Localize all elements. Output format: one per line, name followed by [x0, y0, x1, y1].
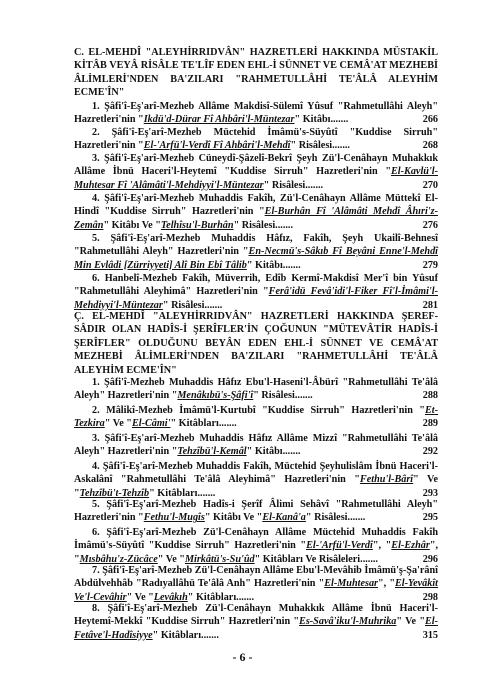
work-title: En-Necmü's-Sâkıb Fî Beyâni Enne'l-Mehdî Min Evlâdi [Zürriyyeti] Alî Bin Ebî Tâlib	[74, 246, 438, 271]
entry-number: 4.	[92, 461, 103, 472]
work-title: Telhîsu'l-Burhân	[160, 219, 234, 231]
work-title: El-'Arfü'l-Verdî Fî Ahbâri'l-Mehdî	[143, 140, 291, 152]
work-title: Mısbâhu'z-Zücâce	[79, 553, 158, 565]
entry-number: 5.	[92, 233, 111, 244]
entry-page-number: 296	[422, 553, 438, 565]
entry-text: " Risâlesi	[162, 299, 205, 311]
entry-text: ", "	[378, 578, 395, 590]
entry-text: " Kitâbları	[152, 629, 202, 641]
entry-page-number: 268	[422, 140, 438, 152]
entry-page-number: 281	[422, 299, 438, 311]
section-cc-entry	[74, 376, 438, 403]
entry-page-number: 276	[422, 219, 438, 231]
entry-text: " Ve "	[157, 553, 185, 565]
entry-text: " Kitâbı	[294, 114, 331, 126]
work-title: Ikdü'd-Dürar Fî Ahbâri'l-Müntezar	[143, 114, 295, 126]
leader-dots: .......	[236, 591, 254, 603]
work-title: El-Fetâve'l-Hadîsiyye	[74, 616, 439, 641]
entry-text: " Risâlesi	[233, 219, 276, 231]
entry-text: Hanbelî-Mezheb Fakîh, Müverrih, Edîb Kermî-Makdisî Mer'î bin Yûsuf "Rahmetullâhi Aleyhimâ" Hazretleri'nin "	[74, 273, 438, 298]
entry-number: 1.	[92, 377, 105, 388]
entry-text: " Risâlesi	[253, 390, 295, 402]
entry-text: " Kitâbı	[246, 446, 283, 458]
work-title: Mirkâtü's-Su'ûd	[184, 553, 255, 565]
leader-dots: .......	[204, 299, 223, 311]
entry-page-number: 279	[422, 259, 438, 271]
entry-text: " Kitâbları	[149, 487, 198, 499]
entry-text: Şâfi'î-Eş'arî-Mezheb Zü'l-Cenâhayn Allâme Müctehid Muhaddis Fakîh İmâmü's-Süyûtî "Kuddise Sirruh" Hazretleri'nin "	[74, 527, 439, 552]
section-c-heading: C. EL-MEHDÎ "ALEYHİRRIDVÂN" HAZRETLERİ HAKKINDA MÜSTAKİL KİTÂB VEYÂ RİSÂLE TE'LÎF EDEN EHL-İ SÜNNET VE CEMÂ'AT MEZHEBİ ÂLİMLERİ'NDEN BA'ZILARI "RAHMETULLÂHİ TE'ÂLÂ ALEYHİM ECME'ÎN"	[74, 47, 438, 99]
work-title: El-Burhân Fî 'Alâmâti Mehdî Âhıri'z-Zemân	[74, 206, 438, 231]
section-c-entry	[74, 272, 438, 312]
entry-page-number: 270	[422, 179, 438, 191]
entry-number: 2.	[92, 127, 112, 138]
entry-text: " Risâlesi	[263, 179, 306, 191]
leader-dots: .......	[330, 114, 349, 126]
work-title: Fethu'l-Bârî	[359, 474, 414, 486]
entry-number: 3.	[92, 433, 105, 444]
entry-text: " Kitâbları	[170, 418, 219, 430]
leader-dots: .......	[360, 553, 378, 565]
entry-page-number: 266	[422, 114, 438, 126]
leader-dots: .......	[218, 418, 237, 430]
entry-number: 3.	[92, 153, 105, 164]
work-title: El-Câmi'	[131, 418, 171, 430]
entry-page-number: 298	[422, 591, 438, 603]
work-title: El-'Arfü'l-Verdî	[306, 540, 373, 552]
entry-page-number: 289	[422, 418, 438, 430]
section-c-entry	[74, 100, 438, 127]
work-title: Tehzîbü'l-Kemâl	[177, 446, 247, 458]
entry-number: 1.	[92, 101, 105, 112]
entry-text: Şâfi'î-Mezheb Muhaddis Hâfız Ebu'l-Haseni'l-Âbürî "Rahmetullâhi Te'âlâ Aleyh" Hazretleri'nin "	[74, 377, 439, 402]
leader-dots: .......	[282, 446, 301, 458]
leader-dots: .......	[197, 487, 216, 499]
section-c-entry	[74, 126, 438, 153]
work-title: Fethu'l-Mugîs	[143, 512, 205, 524]
entry-text: " Kitâbı Ve "	[103, 219, 161, 231]
entry-text: " Risâlesi	[290, 140, 333, 152]
section-cc-entry	[74, 498, 438, 525]
work-title: Menâkıbü's-Şâfi'î	[177, 390, 254, 402]
work-title: El-Kanâ'a	[262, 512, 306, 524]
entry-page-number: 315	[422, 629, 438, 641]
entry-number: 2.	[92, 405, 107, 416]
entry-text: Şâfi'î-Eş'arî-Mezheb Muhaddis Hâfız Allâme Mizzî "Rahmetullâhi Te'âlâ Aleyh" Hazretleri'nin "	[74, 433, 438, 458]
entry-text: ", "	[372, 540, 392, 552]
entry-text: " Kitâbı	[246, 259, 283, 271]
entry-page-number: 288	[422, 390, 438, 402]
leader-dots: .......	[332, 140, 350, 152]
entry-page-number: 295	[422, 512, 438, 524]
work-title: Ferâ'idü Fevâ'idi'l-Fiker Fî'l-İmâmi'l-Mehdiyyi'l-Müntezar	[74, 286, 438, 311]
section-cc-entry	[74, 460, 438, 500]
entry-text: " Kitâbları Ve Risâleleri	[254, 553, 361, 565]
entry-number: 5.	[92, 499, 107, 510]
page-number: - 6 -	[232, 650, 253, 664]
section-cc-entry	[74, 404, 438, 431]
entry-text: Şâfi'î-Eş'arî-Mezheb Muhaddis Hâfız, Fakîh, Şeyh Ukailî-Behnesî "Rahmetullâhi Aleyh" Hazretleri'nin "	[74, 233, 438, 258]
entry-text: Şâfi'î-Eş'arî-Mezheb Cüneydî-Şâzelî-Bekrî Şeyh Zü'l-Cenâhayn Muhakkık Allâme İbnü Haceri'l-Heytemî "Kuddise Sirruh" Hazretleri'nin "	[74, 153, 438, 178]
section-cc-heading: Ç. EL-MEHDÎ "ALEYHİRRIDVÂN" HAZRETLERİ HAKKINDA ŞEREF-SÂDIR OLAN HADÎS-İ ŞERÎFLER'İN ÇOĞUNUN "MÜTEVÂTİR HADÎS-İ ŞERÎFLER" OLDUĞUNU BEYÂN EDEN EHL-İ SÜNNET VE CEMÂ'AT MEZHEBİ ÂLİMLERİ'NDEN BA'ZILARI "RAHMETULLÂHİ TE'ÂLÂ ALEYHİM ECME'ÎN"	[74, 311, 438, 376]
entry-number: 6.	[92, 527, 107, 538]
work-title: El-Yevâkît Ve'l-Cevâhir	[74, 578, 439, 603]
entry-text: ", "	[74, 540, 439, 565]
work-title: El-Ezhâr	[391, 540, 430, 552]
leader-dots: .......	[294, 390, 313, 402]
entry-text: Şâfi'î-Eş'arî-Mezheb Müctehid İmâmü's-Süyûtî "Kuddise Sirruh" Hazretleri'nin "	[74, 127, 438, 152]
leader-dots: .......	[275, 219, 293, 231]
section-cc-entry	[74, 526, 438, 566]
entry-text: " Ve "	[104, 418, 132, 430]
entry-page-number: 293	[422, 487, 438, 499]
entry-text: Şâfi'î-Eş'arî-Mezheb Zü'l-Cenâhayn Muhakkık Allâme İbnü Haceri'l-Heytemî-Mekkî "Kuddise Sirruh" Hazretleri'nin "	[74, 603, 438, 628]
entry-number: 6.	[92, 273, 105, 284]
entry-text: Şâfi'î-Eş'arî-Mezheb Allâme Makdisî-Sülemî Yûsuf "Rahmetullâhi Aleyh" Hazretleri'nin "	[74, 101, 438, 126]
entry-text: Şâfi'î-Eş'arî-Mezheb Zü'l-Cenâhayn Allâme Ebu'l-Mevâhib İmâmü'ş-Şa'rânî Abdülvehhâb "Radıyallâhü Te'âlâ Anh" Hazretleri'nin "	[74, 565, 438, 590]
entry-text: " Ve "	[396, 616, 425, 628]
entry-text: " Ve "	[74, 474, 438, 499]
section-c-entry	[74, 152, 438, 192]
work-title: Et-Tezkira	[74, 405, 438, 430]
entry-text: " Ve "	[126, 591, 154, 603]
section-c-entry	[74, 232, 438, 272]
leader-dots: .......	[282, 259, 301, 271]
work-title: Es-Savâ'iku'l-Muhrika	[299, 616, 397, 628]
work-title: Tehzîbü't-Tehzîb	[79, 487, 150, 499]
entry-number: 8.	[92, 603, 108, 614]
leader-dots: .......	[201, 629, 219, 641]
entry-number: 4.	[92, 193, 105, 204]
work-title: El-Kavlü'l-Muhtesar Fî 'Alâmâti'l-Mehdiyyi'l-Müntezar	[74, 166, 438, 191]
entry-text: Şâfi'î-Eş'arî-Mezheb Hadîs-i Şerîf Âlimi Sehâvî "Rahmetullâhi Aleyh" Hazretleri'nin "	[74, 499, 439, 524]
work-title: Levâkıh	[153, 591, 188, 603]
section-cc-entry	[74, 432, 438, 459]
leader-dots: .......	[305, 179, 324, 191]
entry-text: Şâfi'î-Eş'arî-Mezheb Muhaddis Fakîh, Zü'l-Cenâhayn Allâme Müttekî El-Hindî "Kuddise Sirruh" Hazretleri'nin "	[74, 193, 439, 218]
entry-text: Şâfi'î-Eş'arî-Mezheb Muhaddis Fakîh, Müctehid Şeyhulislâm İbnü Haceri'l-Askalânî "Rahmetullâhi Te'âlâ Aleyhimâ" Hazretleri'nin "	[74, 461, 438, 486]
entry-text: " Risâlesi	[305, 512, 348, 524]
entry-text: " Kitâbları	[187, 591, 237, 603]
section-c-entry	[74, 192, 438, 232]
entry-page-number: 292	[422, 446, 438, 458]
section-cc-entry	[74, 564, 438, 604]
leader-dots: .......	[347, 512, 366, 524]
entry-text: " Kitâbı Ve "	[204, 512, 263, 524]
work-title: El-Muhtesar	[324, 578, 379, 590]
section-cc-entry	[74, 602, 438, 642]
entry-number: 7.	[92, 565, 103, 576]
entry-text: Mâlikî-Mezheb İmâmü'l-Kurtubî "Kuddise Sirruh" Hazretleri'nin "	[106, 405, 425, 416]
